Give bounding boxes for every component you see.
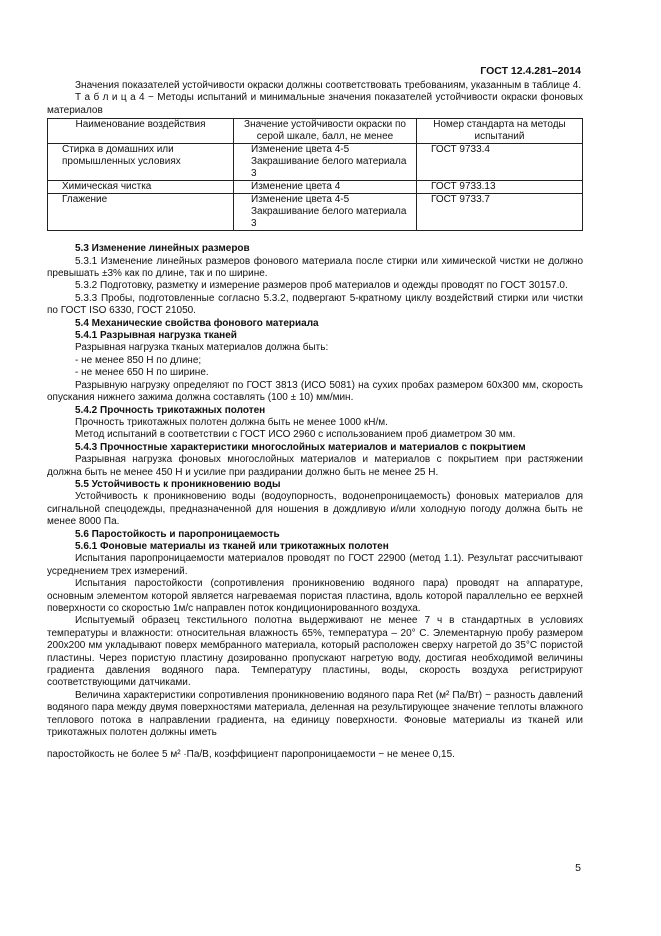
cell-value-line: Изменение цвета 4-5 xyxy=(251,144,350,156)
paragraph: Испытания паростойкости (сопротивления проникновению водяного пара) проводят на аппаратуре, основным элементом которой является нагреваемая пористая пластина, вдоль которой параллельно ее верхней поверхности со скоростью 1м/с направлен поток кондиционированного воздуха. xyxy=(47,578,583,614)
cell-value-line: Изменение цвета 4 xyxy=(251,181,341,193)
header-value: Значение устойчивости окраски по серой шкале, балл, не менее xyxy=(234,119,417,144)
cell-effect: Стирка в домашних или промышленных условиях xyxy=(48,144,234,181)
paragraph: Устойчивость к проникновению воды (водоупорность, водонепроницаемость) фоновых материалов для сигнальной спецодежды, предназначенной для ношения в дождливую и/или холодную погоду должна быть не менее 8000 Па. xyxy=(47,491,583,528)
cell-standard: ГОСТ 9733.13 xyxy=(417,181,583,194)
section-heading: 5.5 Устойчивость к проникновению воды xyxy=(75,478,281,490)
paragraph: Разрывную нагрузку определяют по ГОСТ 3813 (ИСО 5081) на сухих пробах размером 60х300 мм, скорость опускания нижнего зажима должна составлять (100 ± 10) мм/мин. xyxy=(47,379,583,404)
cell-value-line: Закрашивание белого материала 3 xyxy=(251,156,407,180)
paragraph: Метод испытаний в соответствии с ГОСТ ИСО 2960 с использованием проб диаметром 30 мм. xyxy=(75,429,516,441)
header-standard: Номер стандарта на методы испытаний xyxy=(417,119,583,144)
paragraph: Испытания паропроницаемости материалов проводят по ГОСТ 22900 (метод 1.1). Результат рассчитывают усреднением трех измерений. xyxy=(47,553,583,577)
section-heading: 5.6 Паростойкость и паропроницаемость xyxy=(75,528,280,540)
paragraph: 5.3.2 Подготовку, разметку и измерение размеров проб материалов и одежды проводят по ГОСТ 30157.0. xyxy=(75,280,568,292)
section-heading: 5.4.2 Прочность трикотажных полотен xyxy=(75,404,266,416)
section-heading: 5.3 Изменение линейных размеров xyxy=(75,243,250,255)
last-line: паростойкость не более 5 м² ·Па/В, коэффициент паропроницаемости − не менее 0,15. xyxy=(47,749,455,761)
paragraph: 5.3.3 Пробы, подготовленные согласно 5.3.2, подвергают 5-кратному циклу воздействий стирки или чистки по ГОСТ ISO 6330, ГОСТ 21050. xyxy=(47,292,583,317)
section-heading: 5.4 Механические свойства фонового материала xyxy=(75,317,319,329)
section-heading: 5.6.1 Фоновые материалы из тканей или трикотажных полотен xyxy=(75,540,389,552)
paragraph: Прочность трикотажных полотен должна быть не менее 1000 кН/м. xyxy=(75,416,388,428)
paragraph: Величина характеристики сопротивления проникновению водяного пара Ret (м² Па/Вт) − разность давлений водяного пара между двумя поверхностями материала, деленная на результирующее значение теплоты влажного теплового потока в направлении градиента, на единицу поверхности. Фоновые материалы из тканей или трикотажных полотен должны иметь xyxy=(47,689,583,739)
paragraph: - не менее 650 Н по ширине. xyxy=(75,367,209,379)
paragraphs xyxy=(47,243,583,739)
cell-values xyxy=(234,181,417,194)
cell-values xyxy=(234,144,417,181)
table-row xyxy=(48,144,583,181)
paragraph: Разрывная нагрузка фоновых многослойных материалов и материалов с покрытием при растяжении должна быть не менее 450 Н и усилие при раздирании должно быть не менее 25 Н. xyxy=(47,454,583,478)
table-header-row xyxy=(48,119,583,144)
paragraph: Испытуемый образец текстильного полотна выдерживают не менее 7 ч в стандартных в условиях температуры и влажности: относительная влажность 65%, температура – 20° С. Элементарную пробу размером 200х200 мм укладывают поверх мембранного материала, который расположен сверху нагретой до 35°С пористой пластины. Через пористую пластину дозированно пропускают нагретую воду, достигая необходимой величины градиента давления водяного пара. Температуру пластины, воды, скорость воздуха регистрируют соответствующими датчиками. xyxy=(47,615,583,689)
cell-standard: ГОСТ 9733.4 xyxy=(417,144,583,181)
paragraph: - не менее 850 Н по длине; xyxy=(75,354,202,366)
section-heading: 5.4.3 Прочностные характеристики многослойных материалов и материалов с покрытием xyxy=(75,441,526,453)
cell-value-line: Закрашивание белого материала 3 xyxy=(251,206,407,230)
header-effect: Наименование воздействия xyxy=(48,119,234,144)
fastness-table xyxy=(47,118,583,231)
intro-paragraph: Значения показателей устойчивости окраски должны соответствовать требованиям, указанным в таблице 4. xyxy=(75,80,582,91)
paragraph: 5.3.1 Изменение линейных размеров фонового материала после стирки или химической чистки не должно превышать ±3% как по длине, так и по ширине. xyxy=(47,255,583,280)
section-heading: 5.4.1 Разрывная нагрузка тканей xyxy=(75,330,237,342)
table-row xyxy=(48,181,583,194)
table-body xyxy=(48,144,583,231)
page-number: 5 xyxy=(575,862,581,874)
table-caption: Т а б л и ц а 4 − Методы испытаний и минимальные значения показателей устойчивости окраски фоновых материалов xyxy=(47,92,583,116)
cell-value-line: Изменение цвета 4-5 xyxy=(251,194,350,206)
document-body xyxy=(47,80,583,762)
cell-standard: ГОСТ 9733.7 xyxy=(417,194,583,231)
paragraph: Разрывная нагрузка тканых материалов должна быть: xyxy=(75,342,329,354)
standard-number: ГОСТ 12.4.281–2014 xyxy=(480,65,581,77)
table-row xyxy=(48,194,583,231)
cell-values xyxy=(234,194,417,231)
cell-effect: Химическая чистка xyxy=(48,181,234,194)
cell-effect: Глажение xyxy=(48,194,234,231)
